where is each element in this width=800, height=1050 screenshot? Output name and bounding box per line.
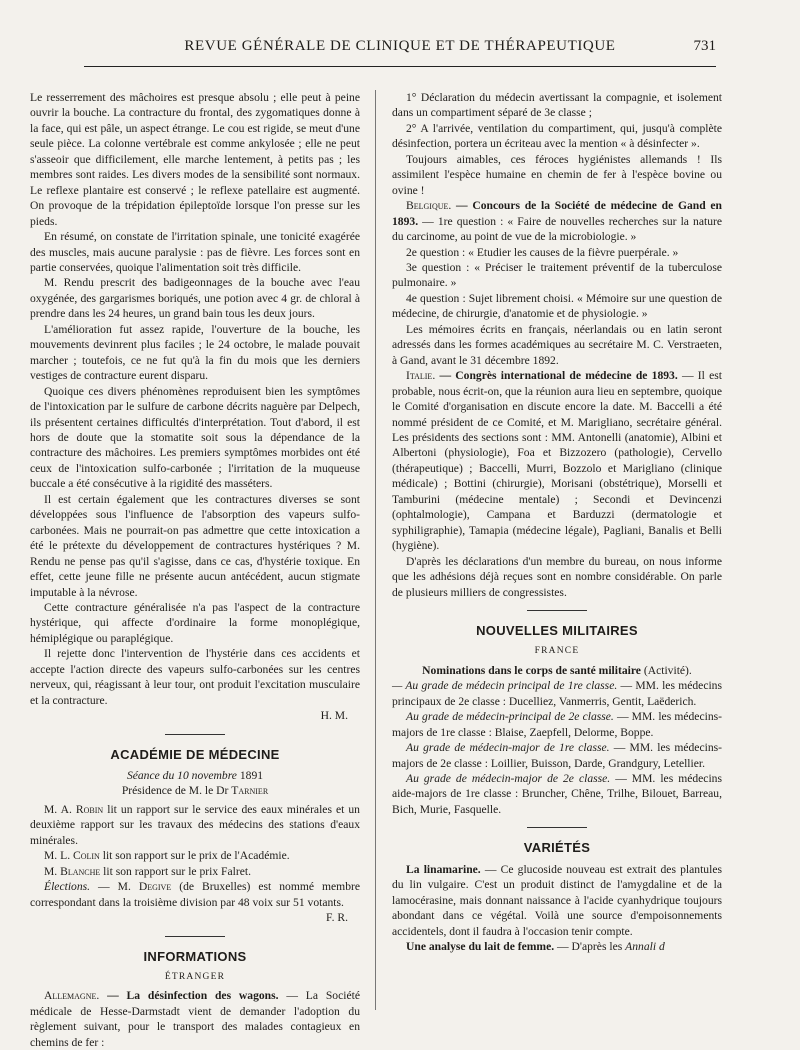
section-title-academie: ACADÉMIE DE MÉDECINE bbox=[110, 746, 280, 762]
item-heading: — Concours de la Société de médecine de Gand en 1893. bbox=[392, 199, 722, 228]
section-divider bbox=[527, 610, 587, 611]
paragraph: En résumé, on constate de l'irritation spinale, une tonicité exagérée des muscles, mais aucune paralysie : pas de fièvre. Les forces sont en partie conservées, quoique l'alimentation soit très difficile. bbox=[30, 230, 360, 274]
paragraph: L'amélioration fut assez rapide, l'ouverture de la bouche, les mouvements devinrent plus faciles ; le 24 octobre, le malade pouvait marcher ; toutefois, ce ne fut qu'à la fin du mois que les derniers vestiges de contracture eurent disparu. bbox=[30, 322, 360, 383]
presidence-prefix: Présidence de M. le Dr bbox=[121, 784, 232, 798]
grade-label: Au grade de médecin-major de 1re classe. bbox=[406, 741, 610, 755]
section-divider bbox=[527, 827, 587, 828]
paragraph bbox=[30, 848, 360, 863]
paragraph: Cette contracture généralisée n'a pas l'aspect de la contracture hystérique, qui affecte d'ordinaire la forme monoplégique, hémiplégique ou paraplégique. bbox=[30, 600, 360, 645]
page-number: 731 bbox=[693, 38, 716, 54]
section-title-militaires: NOUVELLES MILITAIRES bbox=[476, 622, 638, 638]
paragraph: 3e question : « Préciser le traitement préventif de la tuberculose pulmonaire. » bbox=[392, 260, 722, 290]
page-header bbox=[84, 36, 716, 67]
paragraph bbox=[392, 198, 722, 244]
paragraph: 2e question : « Etudier les causes de la fièvre puerpérale. » bbox=[406, 245, 679, 259]
running-title: REVUE GÉNÉRALE DE CLINIQUE ET DE THÉRAPEUTIQUE bbox=[184, 38, 616, 54]
seance-year: 1891 bbox=[236, 769, 264, 783]
elections-label: Élections. bbox=[44, 880, 91, 894]
paragraph-text: — MM. les médecins-majors de 2e classe : Loillier, Buisson, Darde, Grandgury, Letellier. bbox=[392, 741, 722, 770]
paragraph-text: — MM. les médecins principaux de 2e classe : Ducelliez, Vanmerris, Gentit, Laëderich. bbox=[392, 679, 722, 708]
paragraph: Toujours aimables, ces féroces hygiénistes allemands ! Ils assimilent l'espèce humaine en chemin de fer à l'espèce bovine ou ovine ! bbox=[392, 152, 722, 197]
item-heading: Nominations dans le corps de santé militaire bbox=[422, 663, 641, 677]
paragraph-text: — MM. les médecins-majors de 1re classe : Blaise, Zaepfell, Delorme, Boppe. bbox=[392, 710, 722, 739]
paragraph: 4e question : Sujet librement choisi. « Mémoire sur une question de médecine, de chirurgie, d'anatomie et de physiologie. » bbox=[392, 291, 722, 321]
section-title-varietes: VARIÉTÉS bbox=[523, 840, 591, 856]
right-column bbox=[392, 90, 722, 955]
author-initials: F. R. bbox=[326, 911, 348, 925]
speaker-name: M. A. Robin bbox=[44, 802, 104, 816]
paragraph-text: lit son rapport sur le prix Falret. bbox=[100, 864, 251, 878]
paragraph-text: lit son rapport sur le prix de l'Académie. bbox=[99, 849, 290, 863]
section-divider bbox=[165, 936, 225, 937]
paragraph bbox=[392, 709, 722, 740]
paragraph-text: (de Bruxelles) est nommé membre correspondant dans la troisième division par 48 voix sur 51 votants. bbox=[30, 880, 360, 909]
presidence-name: Tarnier bbox=[231, 784, 269, 798]
seance-prefix: Séance du bbox=[126, 769, 178, 783]
country-label: Allemagne. bbox=[44, 989, 100, 1003]
paragraph bbox=[30, 864, 360, 879]
speaker-name: M. Blanche bbox=[44, 864, 101, 878]
paragraph: M. Rendu prescrit des badigeonnages de la bouche avec l'eau oxygénée, des gargarismes boriqués, une potion avec 4 gr. de chloral à prendre dans les 24 heures, un grand bain tous les deux jours. bbox=[30, 276, 360, 321]
paragraph: 2° A l'arrivée, ventilation du compartiment, qui, jusqu'à complète désinfection, portera un écriteau avec la mention « à désinfecter ». bbox=[392, 121, 722, 151]
paragraph bbox=[30, 988, 360, 1050]
paragraph: Quoique ces divers phénomènes reproduisent bien les symptômes de l'intoxication par le sulfure de carbone décrits naguère par Delpech, ils présentent certaines difficultés d'interprétation. Tout d'abord, il est hors de doute que la stomatite soit sous la dépendance de la contracture des mâchoires. Les premiers symptômes morbides ont été ceux de l'intoxication sulfo-carbonée ; l'irritation de la muqueuse buccale a été consécutive à la rigidité des masséters. bbox=[30, 384, 360, 491]
seance-date: 10 novembre bbox=[177, 769, 237, 783]
paragraph-text: — Il est probable, nous écrit-on, que la réunion aura lieu en septembre, quoique le Comité d'organisation en discute encore la date. M. Baccelli a été nommé président de ce Comité, et M. Marigliano, secrétaire général. Les présidents des sections sont : MM. Antonelli (anatomie), Albini et Albertoni (physiologie), Foa et Bizzozero (pathologie), Cervello (thérapeutique) ; Baccelli, Murri, Bozzolo et Marigliano (clinique médicale) ; Bottini (chirurgie), Morisani (obstétrique), Morselli et Tamburini (médecine mentale) ; Secondi et Devincenzi (ophtalmologie), Campana et Barduzzi (dermatologie et syphiligraphie), Tamapia (médecine légale), Pagliani, Banalis et Belli (hygiène). bbox=[392, 369, 722, 553]
left-column bbox=[30, 90, 360, 1050]
paragraph-text: — MM. les médecins aide-majors de 1re classe : Bruncher, Chêne, Trilhe, Bilouet, Barreau, Bich, Murie, Fasquelle. bbox=[392, 772, 722, 816]
paragraph bbox=[392, 939, 722, 954]
author-initials: H. M. bbox=[320, 709, 348, 723]
paragraph-text: — Ce glucoside nouveau est extrait des plantules du lin vulgaire. C'est un produit distinct de l'amygdaline et de la lamocérasine, mais donnant naissance à l'acide cyanhydrique toujours abondant dans ce végétal. Voilà une source d'empoisonnements accidentels, dont il faudra à l'occasion tenir compte. bbox=[392, 862, 722, 938]
item-heading: Une analyse du lait de femme. bbox=[406, 940, 555, 954]
paragraph bbox=[30, 879, 360, 910]
journal-title: Annali d bbox=[625, 940, 665, 954]
paragraph-text: — La Société médicale de Hesse-Darmstadt vient de demander l'adoption du règlement suivant, pour le transport des malades contagieux en chemins de fer : bbox=[30, 989, 360, 1049]
presidence-line bbox=[30, 783, 360, 798]
subsection-etranger: ÉTRANGER bbox=[164, 972, 226, 983]
paragraph bbox=[392, 368, 722, 553]
paragraph: D'après les déclarations d'un membre du bureau, on nous informe que les adhésions déjà reçues sont en nombre considérable. On parle de plusieurs milliers de congressistes. bbox=[392, 554, 722, 599]
paragraph-text: — 1re question : « Faire de nouvelles recherches sur la nature du carcinome, au point de vue de la microbiologie. » bbox=[392, 214, 722, 244]
paragraph bbox=[392, 740, 722, 771]
paragraph bbox=[392, 678, 722, 709]
seance-line bbox=[30, 768, 360, 783]
paragraph-text: lit un rapport sur le service des eaux minérales et un deuxième rapport sur les travaux des médecins des stations d'eaux minérales. bbox=[30, 802, 360, 847]
paragraph bbox=[392, 862, 722, 939]
subsection-france: FRANCE bbox=[534, 646, 580, 657]
section-divider bbox=[165, 734, 225, 735]
country-label: Belgique. bbox=[406, 199, 452, 213]
nominations-heading bbox=[392, 663, 722, 678]
item-heading: — La désinfection des wagons. bbox=[99, 989, 279, 1003]
paragraph-text: — D'après les bbox=[554, 940, 626, 954]
paragraph: Les mémoires écrits en français, néerlandais ou en latin seront adressés dans les formes académiques au secrétaire M. C. Verstraeten, à Gand, avant le 31 décembre 1892. bbox=[392, 322, 722, 367]
paragraph: Il rejette donc l'intervention de l'hystérie dans ces accidents et accepte l'action directe des vapeurs sulfo-carbonées sur les centres nerveux, qui, réagissant à leur tour, ont produit l'excitation musculaire et la contracture. bbox=[30, 647, 360, 707]
section-title-informations: INFORMATIONS bbox=[143, 948, 247, 964]
paragraph bbox=[392, 771, 722, 817]
country-label: Italie. bbox=[406, 369, 436, 383]
elected-name: — M. Degive bbox=[90, 880, 172, 894]
paragraph: Il est certain également que les contractures diverses se sont développées sous l'influence de l'absorption des vapeurs sulfo-carbonées. Mais ne pourrait-on pas admettre que cette intoxication a été le prétexte du développement de contractures hystériques ? M. Rendu ne pense pas qu'il s'agisse, dans ce cas, d'hystérie toxique. En effet, cette jeune fille ne présente aucun antécédent, aucun stigmate imputable à la névrose. bbox=[30, 492, 360, 599]
speaker-name: M. L. Colin bbox=[44, 849, 100, 863]
item-heading: — Congrès international de médecine de 1893. bbox=[435, 369, 678, 383]
grade-label: — Au grade de médecin principal de 1re classe. bbox=[392, 679, 618, 693]
item-heading: La linamarine. bbox=[406, 862, 481, 876]
grade-label: Au grade de médecin-major de 2e classe. bbox=[406, 772, 611, 786]
heading-tail: (Activité). bbox=[640, 663, 692, 677]
column-rule bbox=[375, 90, 376, 1010]
paragraph bbox=[30, 802, 360, 848]
paragraph: Le resserrement des mâchoires est presque absolu ; elle peut à peine ouvrir la bouche. La contracture du frontal, des zygomatiques donne à la face, qui est pâle, un aspect étrange. Le cou est rigide, se meut d'une seule pièce. La colonne vertébrale est comme ankylosée ; elle ne peut s'asseoir que difficilement, elle marche lentement, à petits pas ; les membres sont raides. Les divers modes de la sensibilité sont normaux. Le reflexe plantaire est conservé ; le reflexe patellaire est augmenté. On provoque de la trépidation épileptoïde lorsque l'on presse sur les pieds. bbox=[30, 91, 360, 228]
paragraph: 1° Déclaration du médecin avertissant la compagnie, et isolement dans un compartiment séparé de 3e classe ; bbox=[392, 91, 722, 120]
grade-label: Au grade de médecin-principal de 2e classe. bbox=[406, 710, 614, 724]
